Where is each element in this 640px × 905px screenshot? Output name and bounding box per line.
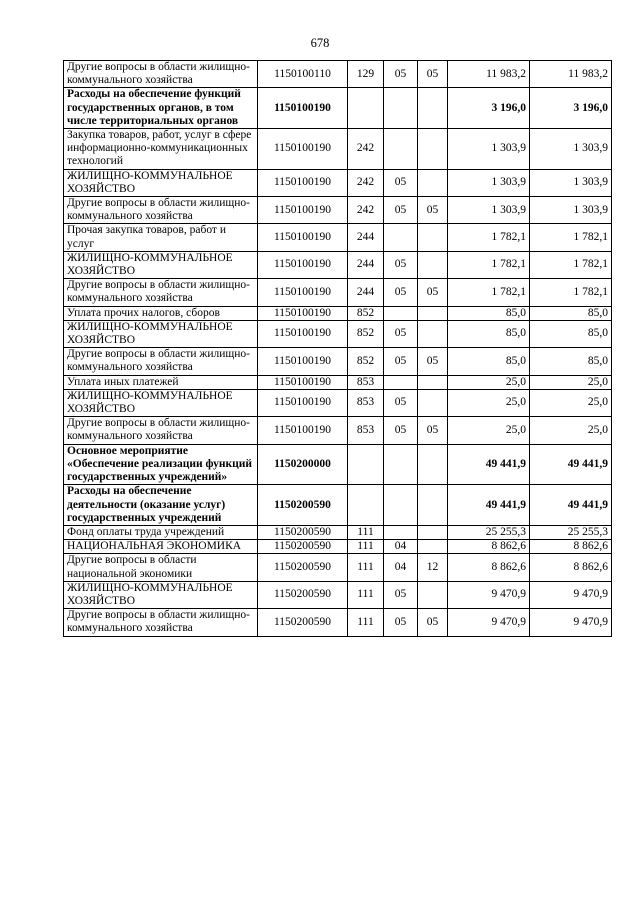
row-amount-2: 85,0 [530, 306, 612, 320]
table-row [64, 375, 612, 389]
row-target-code: 1150100190 [258, 169, 348, 196]
row-section [384, 88, 418, 129]
table-row [64, 581, 612, 608]
row-amount-2: 9 470,9 [530, 609, 612, 636]
row-name: Уплата иных платежей [64, 375, 258, 389]
row-expense-type: 111 [348, 525, 384, 539]
table-row [64, 389, 612, 416]
row-name: Другие вопросы в области жилищно-коммунального хозяйства [64, 279, 258, 306]
row-subsection [418, 306, 448, 320]
row-section [384, 525, 418, 539]
row-expense-type: 111 [348, 581, 384, 608]
row-name: Другие вопросы в области жилищно-коммунального хозяйства [64, 197, 258, 224]
row-target-code: 1150200590 [258, 581, 348, 608]
row-amount-2: 1 782,1 [530, 279, 612, 306]
row-name: Другие вопросы в области жилищно-коммунального хозяйства [64, 609, 258, 636]
row-expense-type: 853 [348, 389, 384, 416]
row-amount-1: 1 782,1 [448, 279, 530, 306]
row-subsection: 05 [418, 61, 448, 88]
row-amount-2: 1 303,9 [530, 129, 612, 170]
row-amount-2: 1 782,1 [530, 224, 612, 251]
row-amount-1: 1 782,1 [448, 251, 530, 278]
row-target-code: 1150200590 [258, 609, 348, 636]
row-amount-2: 8 862,6 [530, 554, 612, 581]
row-expense-type: 111 [348, 554, 384, 581]
row-amount-1: 1 303,9 [448, 129, 530, 170]
table-row [64, 320, 612, 347]
row-target-code: 1150100190 [258, 224, 348, 251]
table-row [64, 525, 612, 539]
row-target-code: 1150100110 [258, 61, 348, 88]
row-amount-2: 8 862,6 [530, 540, 612, 554]
row-subsection [418, 444, 448, 485]
row-amount-2: 1 303,9 [530, 169, 612, 196]
table-row [64, 129, 612, 170]
row-amount-1: 9 470,9 [448, 609, 530, 636]
row-name: Закупка товаров, работ, услуг в сфере информационно-коммуникационных технологий [64, 129, 258, 170]
row-expense-type: 852 [348, 320, 384, 347]
row-expense-type: 242 [348, 129, 384, 170]
row-subsection [418, 540, 448, 554]
row-expense-type [348, 88, 384, 129]
row-subsection [418, 169, 448, 196]
row-subsection [418, 389, 448, 416]
row-section: 04 [384, 554, 418, 581]
page-number: 678 [310, 36, 330, 50]
row-expense-type: 244 [348, 224, 384, 251]
row-target-code: 1150200590 [258, 485, 348, 526]
row-target-code: 1150100190 [258, 306, 348, 320]
row-expense-type: 853 [348, 375, 384, 389]
row-subsection [418, 224, 448, 251]
row-section: 05 [384, 251, 418, 278]
row-subsection: 12 [418, 554, 448, 581]
row-expense-type: 242 [348, 197, 384, 224]
row-amount-1: 1 303,9 [448, 169, 530, 196]
row-section: 05 [384, 581, 418, 608]
table-row [64, 224, 612, 251]
table-row [64, 279, 612, 306]
row-amount-1: 25 255,3 [448, 525, 530, 539]
row-expense-type: 853 [348, 417, 384, 444]
row-amount-2: 9 470,9 [530, 581, 612, 608]
row-subsection: 05 [418, 279, 448, 306]
row-section: 05 [384, 61, 418, 88]
row-section: 05 [384, 197, 418, 224]
row-amount-1: 25,0 [448, 417, 530, 444]
row-section: 05 [384, 320, 418, 347]
row-amount-1: 1 782,1 [448, 224, 530, 251]
row-subsection [418, 320, 448, 347]
row-amount-1: 49 441,9 [448, 485, 530, 526]
row-expense-type: 111 [348, 609, 384, 636]
row-amount-1: 9 470,9 [448, 581, 530, 608]
row-amount-1: 8 862,6 [448, 540, 530, 554]
row-expense-type: 852 [348, 306, 384, 320]
row-amount-2: 25,0 [530, 389, 612, 416]
row-name: ЖИЛИЩНО-КОММУНАЛЬНОЕ ХОЗЯЙСТВО [64, 169, 258, 196]
row-amount-1: 25,0 [448, 389, 530, 416]
row-amount-2: 11 983,2 [530, 61, 612, 88]
budget-table [63, 60, 612, 637]
row-expense-type: 244 [348, 279, 384, 306]
row-amount-2: 85,0 [530, 348, 612, 375]
table-row [64, 169, 612, 196]
row-amount-2: 3 196,0 [530, 88, 612, 129]
row-name: Фонд оплаты труда учреждений [64, 525, 258, 539]
row-name: Прочая закупка товаров, работ и услуг [64, 224, 258, 251]
row-section: 05 [384, 609, 418, 636]
table-row [64, 417, 612, 444]
row-amount-2: 85,0 [530, 320, 612, 347]
row-target-code: 1150100190 [258, 389, 348, 416]
table-row [64, 88, 612, 129]
row-target-code: 1150100190 [258, 417, 348, 444]
table-row [64, 251, 612, 278]
table-row [64, 609, 612, 636]
row-name: Основное мероприятие «Обеспечение реализации функций государственных учреждений» [64, 444, 258, 485]
row-name: ЖИЛИЩНО-КОММУНАЛЬНОЕ ХОЗЯЙСТВО [64, 251, 258, 278]
table-row [64, 61, 612, 88]
row-amount-1: 8 862,6 [448, 554, 530, 581]
row-target-code: 1150200590 [258, 525, 348, 539]
row-amount-2: 1 782,1 [530, 251, 612, 278]
table-row [64, 485, 612, 526]
row-amount-1: 1 303,9 [448, 197, 530, 224]
row-section [384, 306, 418, 320]
row-target-code: 1150100190 [258, 320, 348, 347]
row-section: 05 [384, 169, 418, 196]
row-expense-type [348, 444, 384, 485]
row-name: ЖИЛИЩНО-КОММУНАЛЬНОЕ ХОЗЯЙСТВО [64, 389, 258, 416]
row-subsection [418, 129, 448, 170]
row-target-code: 1150100190 [258, 375, 348, 389]
row-expense-type: 242 [348, 169, 384, 196]
row-amount-1: 85,0 [448, 306, 530, 320]
row-expense-type: 129 [348, 61, 384, 88]
row-expense-type: 852 [348, 348, 384, 375]
row-target-code: 1150100190 [258, 88, 348, 129]
row-section [384, 444, 418, 485]
row-amount-1: 49 441,9 [448, 444, 530, 485]
row-name: Другие вопросы в области жилищно-коммунального хозяйства [64, 61, 258, 88]
row-expense-type [348, 485, 384, 526]
row-expense-type: 111 [348, 540, 384, 554]
row-amount-1: 3 196,0 [448, 88, 530, 129]
row-name: Расходы на обеспечение деятельности (оказание услуг) государственных учреждений [64, 485, 258, 526]
row-section [384, 375, 418, 389]
row-subsection [418, 251, 448, 278]
row-target-code: 1150200000 [258, 444, 348, 485]
row-amount-1: 85,0 [448, 348, 530, 375]
row-amount-2: 25 255,3 [530, 525, 612, 539]
row-section: 05 [384, 389, 418, 416]
row-amount-2: 25,0 [530, 375, 612, 389]
row-target-code: 1150100190 [258, 279, 348, 306]
row-subsection [418, 375, 448, 389]
row-subsection [418, 485, 448, 526]
row-amount-1: 85,0 [448, 320, 530, 347]
row-name: Другие вопросы в области жилищно-коммунального хозяйства [64, 348, 258, 375]
row-target-code: 1150100190 [258, 129, 348, 170]
table-row [64, 306, 612, 320]
row-subsection: 05 [418, 609, 448, 636]
table-row [64, 540, 612, 554]
row-amount-2: 25,0 [530, 417, 612, 444]
row-target-code: 1150100190 [258, 348, 348, 375]
row-section [384, 224, 418, 251]
row-target-code: 1150200590 [258, 554, 348, 581]
row-expense-type: 244 [348, 251, 384, 278]
row-section: 05 [384, 348, 418, 375]
table-row [64, 554, 612, 581]
row-section [384, 129, 418, 170]
row-section: 04 [384, 540, 418, 554]
row-name: ЖИЛИЩНО-КОММУНАЛЬНОЕ ХОЗЯЙСТВО [64, 320, 258, 347]
row-amount-2: 1 303,9 [530, 197, 612, 224]
row-name: Расходы на обеспечение функций государственных органов, в том числе территориальных органов [64, 88, 258, 129]
table-row [64, 348, 612, 375]
row-section: 05 [384, 417, 418, 444]
row-subsection [418, 581, 448, 608]
row-section [384, 485, 418, 526]
row-name: Другие вопросы в области жилищно-коммунального хозяйства [64, 417, 258, 444]
table-body [64, 61, 612, 637]
row-target-code: 1150100190 [258, 197, 348, 224]
row-section: 05 [384, 279, 418, 306]
row-name: НАЦИОНАЛЬНАЯ ЭКОНОМИКА [64, 540, 258, 554]
row-name: ЖИЛИЩНО-КОММУНАЛЬНОЕ ХОЗЯЙСТВО [64, 581, 258, 608]
row-amount-1: 11 983,2 [448, 61, 530, 88]
row-subsection [418, 525, 448, 539]
table-row [64, 197, 612, 224]
row-subsection: 05 [418, 197, 448, 224]
table-row [64, 444, 612, 485]
row-target-code: 1150200590 [258, 540, 348, 554]
row-name: Уплата прочих налогов, сборов [64, 306, 258, 320]
row-name: Другие вопросы в области национальной экономики [64, 554, 258, 581]
row-subsection: 05 [418, 417, 448, 444]
row-amount-2: 49 441,9 [530, 485, 612, 526]
row-amount-1: 25,0 [448, 375, 530, 389]
row-subsection [418, 88, 448, 129]
row-target-code: 1150100190 [258, 251, 348, 278]
row-subsection: 05 [418, 348, 448, 375]
row-amount-2: 49 441,9 [530, 444, 612, 485]
